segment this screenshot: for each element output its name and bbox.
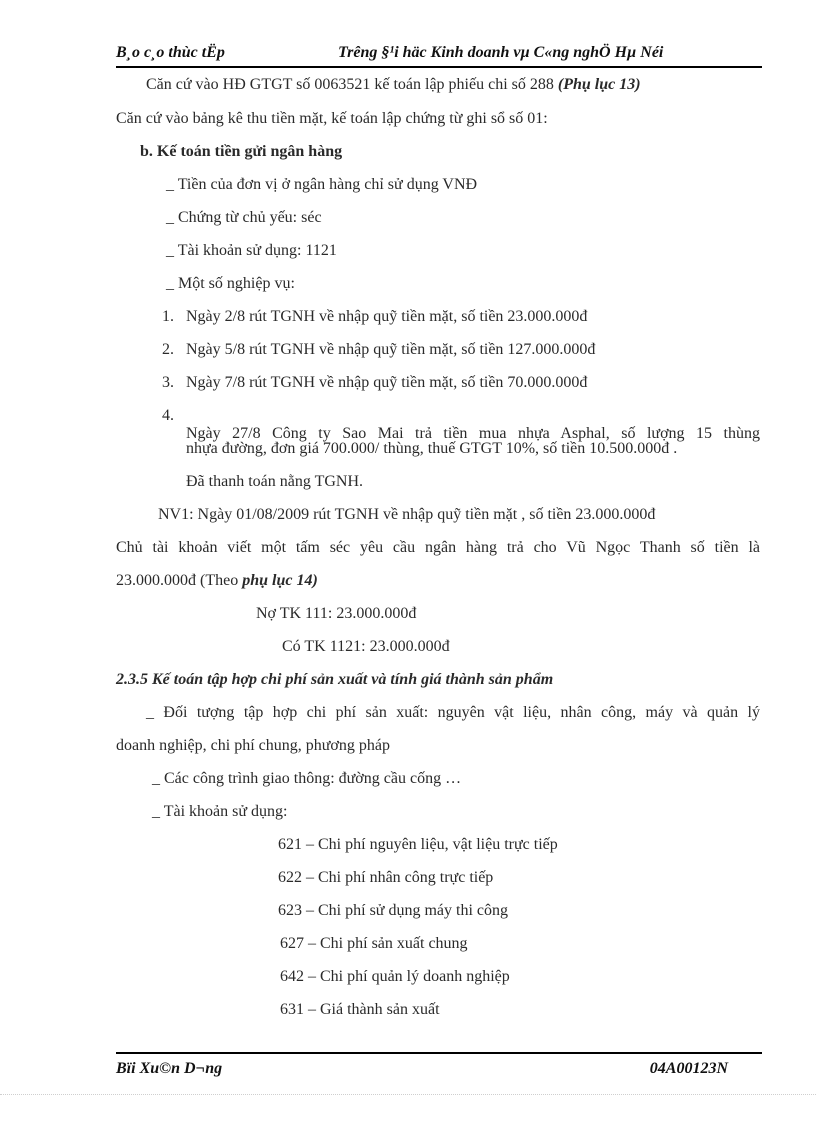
paragraph-text: 23.000.000đ (Theo [116,572,239,589]
journal-entry-debit: Nợ TK 111: 23.000.000đ [256,605,417,622]
page-footer [116,1052,762,1078]
dash-item: _ Tiền của đơn vị ở ngân hàng chỉ sử dụng VNĐ [166,176,478,193]
paragraph-line [116,572,318,590]
list-number: 3. [162,374,174,391]
paragraph-line [146,76,641,94]
list-text: Ngày 27/8 Công ty Sao Mai trả tiền mua nhựa Asphal, số lượng 15 thùng [186,425,760,442]
appendix-ref: (Phụ lục 13) [557,76,641,93]
list-item [162,308,587,326]
footer-student-id: 04A00123N [649,1060,728,1077]
list-text-continuation: Đã thanh toán nằng TGNH. [186,473,363,490]
dash-item: _ Tài khoản sử dụng: [152,803,288,820]
account-item: 622 – Chi phí nhân công trực tiếp [278,869,494,886]
account-item: 642 – Chi phí quản lý doanh nghiệp [280,968,510,985]
paragraph-line: doanh nghiệp, chi phí chung, phương pháp [116,737,390,754]
appendix-ref: phụ lục 14) [242,572,318,589]
list-number: 2. [162,341,174,358]
header-school-name: Trêng §¹i häc Kinh doanh vµ C«ng nghÖ Hµ Néi [338,44,664,61]
section-heading-b: b. Kế toán tiền gửi ngân hàng [140,143,343,160]
list-text-continuation: nhựa đường, đơn giá 700.000/ thùng, thuế GTGT 10%, số tiền 10.500.000đ . [186,440,678,457]
list-number: 1. [162,308,174,325]
list-text: Ngày 2/8 rút TGNH về nhập quỹ tiền mặt, số tiền 23.000.000đ [186,308,588,325]
list-item [162,341,595,359]
page-header [116,44,762,68]
header-left-title: B¸o c¸o thùc tËp [116,44,225,61]
list-item [162,374,587,392]
paragraph-line: Căn cứ vào bảng kê thu tiền mặt, kế toán lập chứng từ ghi sổ số 01: [116,110,548,127]
section-heading-2-3-5: 2.3.5 Kế toán tập hợp chi phí sản xuất và tính giá thành sản phẩm [116,671,554,688]
paragraph-line: _ Đối tượng tập hợp chi phí sản xuất: nguyên vật liệu, nhân công, máy và quản lý [146,704,760,721]
list-number: 4. [162,407,174,424]
account-item: 623 – Chi phí sử dụng máy thi công [278,902,508,919]
list-text: Ngày 7/8 rút TGNH về nhập quỹ tiền mặt, số tiền 70.000.000đ [186,374,588,391]
dash-item: _ Một số nghiệp vụ: [166,275,295,292]
journal-entry-credit: Có TK 1121: 23.000.000đ [282,638,450,655]
dash-item: _ Tài khoản sử dụng: 1121 [166,242,337,259]
list-item [162,407,760,442]
account-item: 631 – Giá thành sản xuất [280,1001,440,1018]
account-item: 621 – Chi phí nguyên liệu, vật liệu trực tiếp [278,836,558,853]
paragraph-line: Chủ tài khoản viết một tấm séc yêu cầu ngân hàng trả cho Vũ Ngọc Thanh số tiền là [116,539,760,556]
list-text: Ngày 5/8 rút TGNH về nhập quỹ tiền mặt, số tiền 127.000.000đ [186,341,596,358]
dash-item: _ Chứng từ chủ yếu: séc [166,209,322,226]
page-bottom-divider [0,1094,816,1095]
paragraph-line: NV1: Ngày 01/08/2009 rút TGNH về nhập quỹ tiền mặt , số tiền 23.000.000đ [158,506,656,523]
footer-author: Bïi Xu©n D¬ng [116,1060,223,1077]
account-item: 627 – Chi phí sản xuất chung [280,935,468,952]
paragraph-text: Căn cứ vào HĐ GTGT số 0063521 kế toán lập phiếu chi số 288 [146,76,554,93]
dash-item: _ Các công trình giao thông: đường cầu cống … [152,770,462,787]
